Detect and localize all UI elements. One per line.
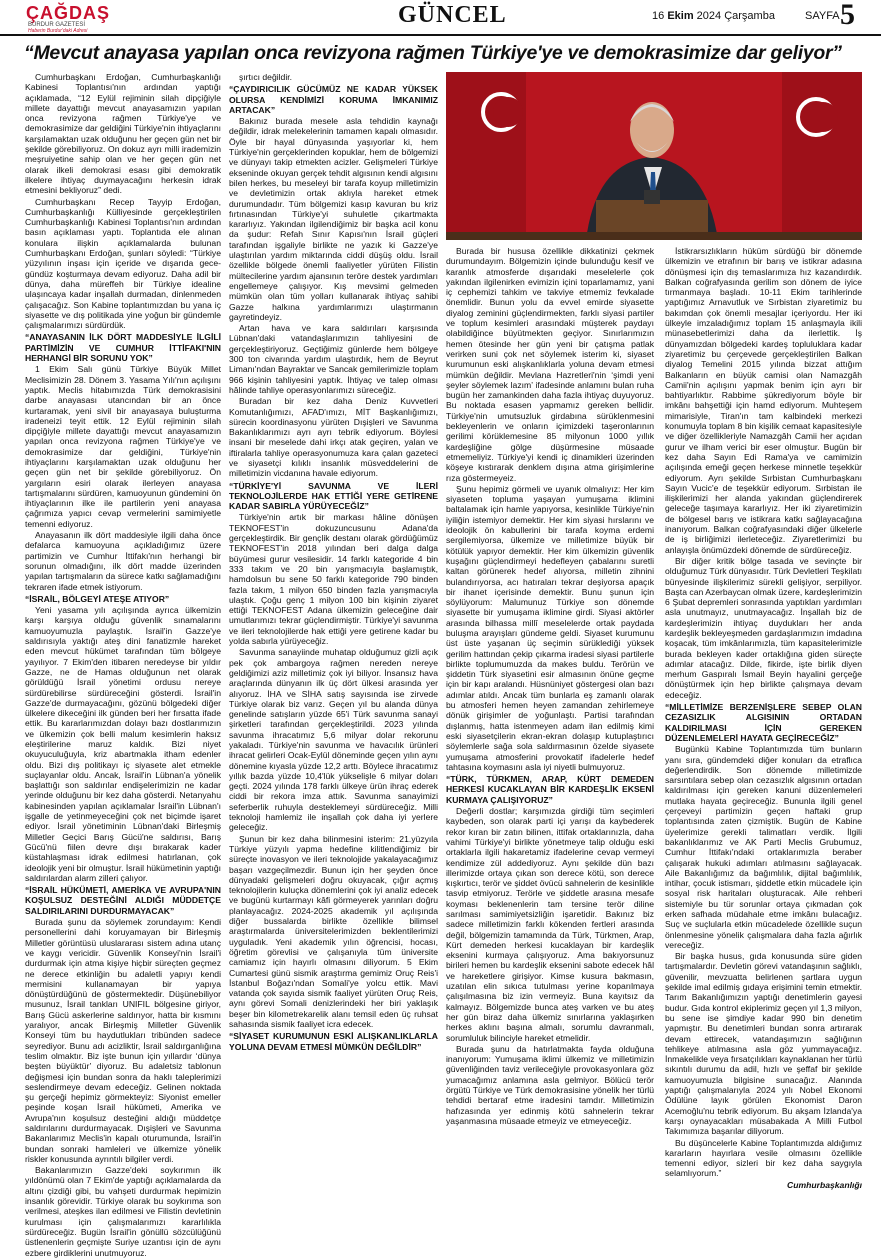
paragraph: 1 Ekim Salı günü Türkiye Büyük Millet Meclisimizin 28. Dönem 3. Yasama Yılı'nın açılışını yaptık. Meclis hitabımızda Türk demokrasisini darbe anayasası utancından bir an önce kurtaramak, yeni sivil bir anayasaya buluşturma iradeneizi teyit ettik. 12 Eylül rejiminin silah dipçiğiyle millete dayattığı mevcut anayasamızın yapılan onca revizyona rağmen Türkiye'ye ve demokrasimize dar geldiğini, Türkiye'nin ihtiyaçlarını karşılamaktan uzak olduğunu her geçen gün net bir şekilde görebiliyoruz. Ön yargıların esiri olarak ilerleyen anayasa tartışmalarını sürdüren, kamuoyunun gündemini ön ihtiyaçlarının ilke ile partilerin yeni anayasa çağrımıza yapıcı cevap vermelerini samimiyetle temenni ediyoruz. xyxy=(25,364,221,529)
paragraph: Şunu hepimiz görmeli ve uyanık olmalıyız: Her kim siyaseten topluma yaşayan yumuşama iklimini baltalamak için hamle yapıyorsa, kesinlikle Türkiye'nin iyiliğin istemiyor demektir. Her kim siyasi hırslarını ve ideolojik ön kabullerini bir tarafa koyma erdemi sergilemiyorsa, ülkemize ve milletimize büyük bir kötülük yapıyor demektir. Her kim ülkemizin güvenlik kuşağını güçlendirmeyi hedefleyen çabalarını suretli kaltan görünerek hedef alıyorsa, milletin zihnini bulandırıyorsa, acı hatıraları tekrar deşiyorsa apaçık bir ihanet içerisinde demektir. Bunu şunun için söylüyorum: Malumunuz Türkiye son dönemde siyasette bir yumuşama iklimine girdi. Siyasi aktörler arasında bilhassa millî meselelerde ortak paydada buluşma arayışları gündeme geldi. Siyaset kurumunu üst üste yaşanan üç seçimin sürüklediği yüksek gerilim hattından çekip çıkarma iradesi siyasi partilerle birlikte toplumumuzda da makes buldu. Terörün ve şiddetin Türk siyasetini esir almasının önüne geçme için bir kapı aralandı. Hüsnüniyet göstergesi olan bazı adımlar atıldı. Ancak tüm bunlarla eş zamanlı olarak bu atmosferi hemen heyen zamandan zehirlemeye dönük girişimler de yoğunlaştı. Partisi tarafından dışlanmış, hatta istenmeyen adam ilan edilmiş kimi eski siyasetçilerin ekran-ekran dolaşıp kutuplaştırıcı söylemlerle sağa sola saldırmasının özelde siyasete yumuşama atmosferini provokatif ifadelerle hedef tahtasına koymasını asla iyi niyetli bulmuyoruz. xyxy=(446,483,654,772)
article-column-2 xyxy=(229,72,438,1197)
issue-date xyxy=(652,10,775,22)
paragraph: Buradan bir kez daha Deniz Kuvvetleri Komutanlığımızı, AFAD'ımızı, MİT Başkanlığımızı, sürecin koordinasyonu yürüten Dışişleri ve Savunma Bakanlıklarımızı ayrı ayrı tebrik ediyorum. Böylesi insani bir meselede dahi irkçı atak geçiren, yalan ve iftiralarla tahliye operasyonumuza kara çalan gazeteci ve siyasetçi kılıklı insanlık müsveddelerini de milletimizin vicdanına havale ediyorum. xyxy=(229,396,438,479)
logo-subtitle: BURDUR GAZETESİ xyxy=(28,22,86,28)
page-number: 5 xyxy=(840,0,855,31)
subheading: “ÇAYDIRICILIK GÜCÜMÜZ NE KADAR YÜKSEK OLURSA KENDİMİZİ KORUMA İMKANIMIZ ARTACAK” xyxy=(229,84,438,115)
paragraph: Yeni yasama yılı açılışında ayrıca ülkemizin karşı karşıya olduğu güvenlik sınamalarını kamuoyumuzla paylaştık. İsrail'in Gazze'ye saldırısıyla yaktığı ateş dini fanatizmle hareket eden mevcut hükümet tarafından tüm bölgeye yayılıyor. 7 Ekim'den itibaren neredeyse bir yıldır Gazze, ne de Hamas olduğunun net olarak görüldüğü İsrail yönetimi ordusu nereye sürdürebilirse sürdüreceğini gösterdi. İsrail'in Gazze'de durmayacağını, gözünü bölgedeki diğer ülkelere dikeceğini ilk günden beri her fırsatta ifade ettik. Bu kararlarımızdan dolayı bazı dostlarımızın ve ülkemizin çok belli malum kesimlerin haksız eleştirilerine maruz kaldık. Bizi niyet okuyuculuğuyla, kriz abartmakla itham edenler oldu. Bizi dış politikayı iç siyasete alet etmekle suçlayanlar oldu. Ancak, İsrail'in Lübnan'a yönelik başlattığı son saldırılar endişelerimizin ne kadar yerinde olduğunu bir kez daha gösterdi. Netanyahu kabinesinden yapılan açıklamalar İsrail'in Lübnan'ı işgalle de yetinmeyeceğini çok net biçimde işaret ediyor. İsrail yönetiminin Lübnan'daki Birleşmiş Milletler Geçici Barış Gücü'ne saldırısı, Barış Gücü'nü fiilen devre dışı bırakarak kader küstahlaşması idrak edilmesi hatırlanan, çok ideolojik yeni bir olmuştur. İsrail hükümetinin yaptığı saldırılardan alarm zilleri çalıyor. xyxy=(25,605,221,883)
date-day: 16 xyxy=(652,10,665,22)
paragraph: Burada şunu da söylemek zorundayım: Kendi personellerini dahi koruyamayan bir Birleşmiş Milletler görüntüsü uluslararası sistem adına utanç ve kaygı vericidir. Güvenlik Konseyi'nin İsrail'i durdurmak için atma kişiye hiçbir süreçten geçmez ne derece etkinliğin bu adaletli yapıyı kendi mermisini kullanamayan bir yapıya dönüştürdüğünü de göstermektedir. Düşünebiliyor musunuz, İsrail tankları UNIFIL bölgesine giriyor, Barış Gücü askerlerine saldırıyor, hatta bir kısmını yaralıyor, ancak Birleşmiş Milletler Güvenlik Konseyi tüm bu haydutlukları tribünden sadece seyrediyor. Bunu adı acizliktir, İsrail saldırganlığına teslim olmaktır. Biz işte bunun için yıllardır ‘dünya beşten büyüktür’ diyoruz. Bu adaletsiz tablonun değişmesi için bundan sonra da haklı taleplerimizi seslendirmeye devam edeceğiz. Gelinen noktada şu gerçeği hepimiz görmekteyiz: Siyonist emeller peşinde koşan İsrail hükümeti, Amerika ve Avrupa'nın koşulsuz desteğini aldığı müddetçe saldırılarını durdurmayacak. Dışişleri ve Savunma Bakanlarımız Meclis'in kapalı oturumunda, İsrail'in bundan sonraki hamleleri ve ülkemize yönelik riskler konusunda ayrıntılı bilgiler verdi. xyxy=(25,917,221,1164)
paragraph: Bu düşüncelerle Kabine Toplantımızda aldığımız kararların hayırlara vesile olmasını özellikle temenni ediyor, sizleri bir kez daha saygıyla selamlıyorum.” xyxy=(665,1137,862,1179)
paragraph: Anayasanın ilk dört maddesiyle ilgili daha önce defalarca kamuoyuna açıkladığımız üzere partimizin ve Cumhur İttifakı'nın herhangi bir sorunun olmadığını, ilk dört madde üzerinden yapılan tartışmaların da sürece katkı sağlamadığını tekraren ifade etmek istiyorum. xyxy=(25,530,221,592)
date-rest: 2024 Çarşamba xyxy=(696,10,775,22)
subheading: “İSRAİL, BÖLGEYİ ATEŞE ATIYOR” xyxy=(25,593,170,604)
page-label: SAYFA xyxy=(805,10,840,22)
article-photo xyxy=(446,72,862,240)
subheading: “ANAYASANIN İLK DÖRT MADDESİYLE İLGİLİ PARTİMİZİN VE CUMHUR İTTİFAKI'NIN HERHANGİ BİR SORUNU YOK” xyxy=(25,332,221,364)
paragraph: Değerli dostlar; karşımızda girdiği tüm seçimleri kaybeden, son olarak parti içi yarışı da kaybederek rekor kıran bir zatın bilinen, ittifak ortaklarınızla, daha vahimi Türkiye'yi birlikte yönetmeye talip olduğu eski ortaklarla ilgili hakaretamiz ifadelerine cevap vermeyi kendimize zül addediyoruz. Aynı şekilde dün bazı illerimizde ortaya çıkan son derece kötü, son derece kışkırtıcı, terör ve şiddet övücü sahnelerin de kesinlikle tasvip etmiyoruz. Terörle ve şiddetle arasına mesafe koyması beklenenlerin tam tersine terör diline sarılması samimiyetsizliğin işaretidir. Bakınız biz sadece milletimizin farklı kökenden fertleri arasında değil, bölgemizin tamamında da Türk, Türkmen, Arap, Kürt demeden herkesi kucaklayan bir kardeşlik eksenini kurmaya çalışıyoruz. Ama bakıyorsunuz birileri hemen bu kardeşlik eksenini sabote edecek hâl ve hareketlere girişiyor. Kimse kusura bakmasın, uzatılan elin sıkıca tutulması yerine koparılmaya çalışılmasına biz izin vermeyiz. Buna kayıtsız da kalmayız. Bölgemizde bunca ateş varken ve bu ateş her gün biraz daha ülkemiz sınırlarına yaklaşırken herkes aklını başına almalı, sorumlu davranmalı, sorumluluk bilinciyle hareket etmelidir. xyxy=(446,806,654,1043)
article-headline: “Mevcut anayasa yapılan onca revizyona rağmen Türkiye'ye ve demokrasimize dar geliyor” xyxy=(24,42,842,64)
paragraph: Bugünkü Kabine Toplantımızda tüm bunların yanı sıra, gündemdeki diğer konuları da etraflıca değerlendirdik. Son dönemde milletimizde sarsıntılara sebep olan cezasızlık algısının ortadan kaldırılması için gereken kanuni düzenlemeleri mutlaka hayata geçireceğiz. Bununla ilgili genel çerçeveyi partimizin geçen haftaki grup toplantısında zaten çizmiştik. Bugün de Kabine üyelerimize gerekli talimatları verdik. İlgili bakanlıklarımız ve AK Parti Meclis Grubumuz, Cumhur İttifakı'ndaki ortaklarımızla beraber çalışarak hukuki adımları atılmasını sağlayacak. Aile Bakanlığımız da bağımlılık, dijital bağımlılık, intihar, çocuk istismarı, şiddetle etkin mücadele için sosyal risk haritaları oluşturacak. Aile rehberi sistemiyle bu tür sorunlar ortaya çıkmadan çok erken safhada müdahale etme imkânı bulacağız. Suç ve suçlularla etkin mücadelede özellikle suçun önlenmesine yönelik çalışmalara daha fazla ağırlık vereceğiz. xyxy=(665,744,862,950)
section-title: GÜNCEL xyxy=(398,2,507,28)
logo-tagline: Haberin Burdur'daki Adresi xyxy=(28,28,88,34)
subheading: “SİYASET KURUMUNUN ESKİ ALIŞKANLIKLARLA YOLUNA DEVAM ETMESİ MÜMKÜN DEĞİLDİR” xyxy=(229,1031,438,1052)
source-signature: Cumhurbaşkanlığı xyxy=(787,1179,862,1190)
subheading: “TÜRKİYE'Yİ SAVUNMA VE İLERİ TEKNOLOJİLERDE HAK ETTİĞİ YERE GETİRENE KADAR SABIRLA YÜRÜYECEĞİZ” xyxy=(229,480,438,512)
paragraph: Türkiye'nin artık bir markası hâline dönüşen TEKNOFEST'in dokuzuncusunu Adana'da gerçekleştirdik. Bir gençlik destanı olarak gördüğümüz TEKNOFEST'in 2018 yılından beri dalga dalga büyümesi gurur vesilesidir. 14 farklı kategoride 4 bin 333 takım ve 20 bin yarışmacıyla başlamıştık, hamdolsun bu sene 50 farklı kategoride 790 binden fazla takım, 1 milyon 650 binden fazla yarışmacıyla ulaştık. Çoğu genç 1 milyon 100 bin kişinin ziyaret ettiği TEKNOFEST Adana ülkemizin geleceğine dair umutlarımızı tekrar güçlendirmiştir. Türkiye'yi savunma ve ileri teknolojilerde hak ettiği yere getirene kadar bu yolda sabırla yürüyeceğiz. xyxy=(229,512,438,647)
newspaper-logo[interactable] xyxy=(26,3,144,34)
paragraph: Burada bir hususa özellikle dikkatinizi çekmek durumundayım. Bölgemizin içinde bulunduğu kesif ve karanlık atmosferde dışarıdaki meselelerle çok yakından ilgilenirken evimizin içini toparlamamız, yani iç cephemizi tahkim ve takviye etmemiz fevkalade önemlidir. Bunun yolu da evvel emirde siyasette diyalog zeminini güçlendirmekten, farklı siyasi partiler ve toplum kesimleri arasındaki müşterek paydayı olabildiğince büyütmekten geçiyor. Sınırlarımızın hemen ötesinde her gün yeni bir çatışma patlak verirken suni çok net söylemek isterim ki, siyaset kurumunun eski alışkanlıklarla yoluna devam etmesi mümkün değildir. Mevlana Hazretleri'nin ‘şimdi yeni şeyler söylemek lazım’ ifadesinde anlamını bulan ruha bugün her zamankinden daha fazla ihtiyaç duyuyoruz. Bu noktada esasen yapmamız gereken bellidir. Türkiye'nin umutsuzluk girdabına sürüklenmesini bekleyenlerin ve onların içimizdeki taşeronlarının gerilimi körüklemesine 85 milyonun 1000 yıllık kardeşliğine gölge düşürmesine müsaade etmemeliyiz. Türkiye'yi kendi iç dinamikleri üzerinden köşeye kıstırarak denklem dışına atma girişimlerine rıza göstermeyeiz. xyxy=(446,246,654,483)
paragraph: Bir diğer kritik bölge tasada ve sevinçte bir olduğumuz Türk dünyasıdır. Türk Devletleri Teşkilatı bünyesinde ilişkilerimiz sürekli gelişiyor, serpiliyor. Başta can Azerbaycan olmak üzere, kardeşlerimizin 6 Şubat depremleri sonrasında yaptıkları yardımları asla unutmayız, unutmayacağız. İnşallah biz de kardeşlerimizin ihtiyaç duydukları her anda kardeşlik bekleyeşmeden gardaşlarımızın imdadına koşacak, tüm imkânlarımızla, tüm kapasitelerimizle burada bekleyen kader ortaklığına giden süreçte adımlar atacağız. Dilde, fikirde, işte birlik diyen merhum Gaspıralı İsmail Beyin hayalini gerçeğe dönüştürmek için hep birlikte çalışmaya devam edeceğiz. xyxy=(665,555,862,700)
subheading: “MİLLETİMİZE BERZENİŞLERE SEBEP OLAN CEZASIZLIK ALGISININ ORTADAN KALDIRILMASI İÇİN GEREKEN DÜZENLEMELERİ HAYATA GEÇİRECEĞİZ” xyxy=(665,702,862,743)
subheading: “TÜRK, TÜRKMEN, ARAP, KÜRT DEMEDEN HERKESİ KUCAKLAYAN BİR KARDEŞLİK EKSENİ KURMAYA ÇALIŞIYORUZ” xyxy=(446,774,654,805)
paragraph: şırtıcı değildir. xyxy=(239,72,293,82)
paragraph: Cumhurbaşkanı Erdoğan, Cumhurbaşkanlığı Kabinesi Toplantısı'nın ardından yaptığı açıklamada, “12 Eylül rejiminin silah dipçiğiyle millete dayattığı mevcut anayasamızın yapılan onca revizyona rağmen Türkiye'ye ve demokrasimize dar geldiğini Türkiye'nin ihtiyaçlarını karşılamaktan uzak olduğunu her geçen gün net bir şekilde görebiliyoruz. On dokuz ayrı milli irademizin meşruiyetine sahip olan ve her geçen gün net olarak ilkeli demokrasi esası gibi demokratik ilkelere ihtiyaç duymayacağını herkesin idrak etmesini bekliyoruz” dedi. xyxy=(25,72,221,196)
photo-illustration xyxy=(446,72,862,240)
article-column-3 xyxy=(446,246,654,1196)
paragraph: Bakınız burada mesele asla tehdidin kaynağı değildir, idrak melekelerinin tamamen kapalı olmasıdır. Öyle bir hayal dünyasında yaşıyorlar ki, hem Türkiye'nin gerçeklerinden kopuklar, hem de bölgemizi ve dünyayı takip etmekten acizler. Gelişmeleri Türkiye ekseninde okuyan gerçek tehdit algısının kendi algısını bilen herkes, bu meseleyi bir tarafa koyup milletimizin ve devletimizin ortak aklıyla hareket etmek durumundadır. Tüm bölgemizi kasıp kavuran bu kriz fırtınasından Türkiye'yi suhuletle çıkartmakta kararlıyız. Yakından ilgilendiğimiz bir başka acil konu da şudur: Refah Sınır Kapısı'nın İsrail güçleri tarafından işgaliyle birlikte ne yazık ki Gazze'ye ulaştırılan yardım miktarında ciddi düşüş oldu. İsrail özellikle bölgede önemli faaliyetler yürüten Filistin mültecilerine yardım ajansının teröre destek yardımları engellemeye çalışıyor. Kış mevsimi gelmeden mümkün olan tüm yolları kullanarak ihtiyaç sahibi Gazze halkına yardımlarımızı ulaştırmanın gayretindeyiz. xyxy=(229,116,438,322)
paragraph: Bir başka husus, gıda konusunda süre giden tartışmalardır. Devletin görevi vatandaşının sağlıklı, güvenilir, mevzuatta belirlenen şartlara uygun şekilde imal edilmiş gıdaya erişimini temin etmektir. Tarım Bakanlığımızın yaptığı denetimlerin gayesi budur. Gıda kontrol ekiplerimiz geçen yıl 1,3 milyon, bu sene ise şimdiye kadar 990 bin denetim yapmıştır. Bu denetimleri bundan sonra artırarak devam ettirecek, vatandaşımızın sağlığının tehlikeye atılmasına asla göz yummayacağız. İnmakelikle veya fırsatçılıkları kaynaklanan her türlü sıkıntılı durumu da adil, hızlı ve şeffaf bir şekilde kamuoyumuzla bilgisine sunacağız. Alanında yaptığı çalışmalarıyla 2024 yılı Nobel Ekonomi Ödülüne layık görülen Ekonomist Daron Acemoğlu'nu tebrik ediyorum. Bu akşam İzlanda'ya karşı oynayacakları müsabakada A Milli Futbol Takımımıza başarılar diliyorum. xyxy=(665,951,862,1137)
paragraph: İstikrarsızlıkların hüküm sürdüğü bir dönemde ülkemizin ve etrafının bir barış ve istikrar adasına dönüşmesi için dış temaslarımıza hız kazandırdık. Balkan coğrafyasında gerilim son dönem de iyice tırmanmaya başladı. 10-11 Ekim tarihlerinde yaptığımız Arnavutluk ve Sırbistan ziyaretimiz bu bakımdan çok önemli mesajlar içeriyordu. Her iki ülkeyle imzaladığımız toplam 15 anlaşmayla ikili münasebetlerimizi daha da ilerlettik. İş dünyamızdan bölgedeki kardeş topluluklara kadar ziyaretimiz bu çerçevede gerçekleştirilen Balkan diyalog Temelini 2015 yılında bizzat attığım Balkanların en büyük camisi olan Namazgâh Camii'nin açılışını yapmak benim için ayrı bir bahtiyarlıktır. Rabbime şükrediyorum böyle bir imkânı bahşettiği için hamd ediyorum. Muhteşem mimarisiyle, Tiran'ın tam kalbindeki merkezi konumuyla toplam 8 bin kişilik cemaat kapasitesiyle ve diğer özellikleriyle Namazgâh Camii her açıdan gurur ve ilham verici bir eser olmuştur. Bugün bir kez daha Sayın Edi Rama'ya ve camimizin açılışında emeği geçen herkese minnetle teşekkür ediyorum. Ayrı şekilde Sırbistan Cumhurbaşkanı Sayın Vucic'e de teşekkür ediyorum. Sırbistan ile ilişkilerimizi her alanda yakından güçlendirerek geleceğe taşımaya kararlıyız. Her iki ziyaretimizin de bölgesel barış ve istikrara katkı sağlayacağına inanıyorum. Balkan coğrafyasındaki diğer ülkelerle de iş birliğimizi ilerleteceğiz. Ziyaretlerimizi bu anlayışla önümüzdeki dönemde de sürdüreceğiz. xyxy=(665,246,862,555)
paragraph: Artan hava ve kara saldırıları karşısında Lübnan'daki vatandaşlarımızın tahliyesini de gerçekleştiriyoruz. Geçtiğimiz günlerde hem bölgeye 300 ton civarında yardım ulaştırdık, hem de Beyrut Limanı'ndan Bayraktar ve Sancak gemilerimizle toplam 966 kişinin tahliyesini yaptık. İhtiyaç ve talep olması hâlinde tahliye operasyonlarımızı süreceğiz. xyxy=(229,323,438,395)
paragraph: Burada şunu da hatırlatmakta fayda olduğuna inanıyorum: Yumuşama iklimi ülkemiz ve milletimizin güvenliğinden taviz verileceğiyle provokasyonlara göz yumacağımız anlamına asla gelmiyor. Bölücü terör örgütü Türkiye ve Türk demokrasisine yönelik her türlü tehdidi bertaraf etme iradesini tamdır. Milletimizin hafızasında yer edinmiş kötü sahnelerin tekrar yaşanmasına müsaade etmeyiz ve etmeyeceğiz. xyxy=(446,1043,654,1126)
logo-name: ÇAĞDAŞ xyxy=(26,3,111,23)
paragraph: Savunma sanayiinde muhatap olduğumuz gizli açık pek çok ambargoya rağmen nereden nereye geldiğimizi aziz milletimiz çok iyi biliyor. İnsansız hava araçlarında dünyanın ilk üç dört ülkesi arasında yer alıyoruz. İHA ve SİHA satış sayısında ise zirvede Türkiye olarak biz varız. Geçen yıl bu alanda dünya genelinde satışların yüzde 65'i Türk savunma sanayi şirketleri tarafından gerçekleştirildi. 2023 yılında savunma ihracatımız 5,6 milyar dolar rekorunu yakaladı. Türkiye'nin savunma ve havacılık ürünleri ihracat gelirleri Ocak-Eylül döneminde geçen yılın aynı dönemine kıyasla yüzde 12,2 arttı. Böylece ihracatımız yıllık bazda yüzde 10,4'lük yükselişle 6 milyar doları geçti. 2024 yılında 178 farklı ülkeye ürün ihraç ederek ciddi bir rekora imza attık. Savunma sanayimizi seferberlik ruhuyla desteklemeyi sürdüreceğiz. Milli teknoloji hamlemiz ile inşallah çok daha iyi yerlere geleceğiz. xyxy=(229,647,438,833)
subheading: “İSRAİL HÜKÜMETİ, AMERİKA VE AVRUPA'NIN KOŞULSUZ DESTEĞİNİ ALDIĞI MÜDDETÇE SALDIRILARINI DURDURMAYACAK” xyxy=(25,885,221,916)
paragraph: Şunun bir kez daha bilinmesini isterim: 21.yüzyıla Türkiye yüzyılı yapma hedefine kilitlendiğimiz bir süreçte inovasyon ve ileri teknolojide yakalayacağımız başarı vazgeçilmezdir. Bunun için her şeyden önce dünyadaki gelişmeleri doğru okuyacak, çığır açmış teknolojilerin kuluçka dönemlerini çok iyi analiz edecek ve bugünü kurtarmayı kâfi görmeyerek yarınları doğru planlayacağız. 2024-2025 akademik yıl açılışında diğer bussalarda birlikte özellikle bilimsel araştırmalarda üniversitelerimizden beklentilerimizi uyguladık. Yeni akademik yılın öğrencisi, hocası, öğretim görevlisi ve çalışanıyla tüm üniversite camiamız için hayırlı olmasını diliyorum. 5 Ekim Cumartesi günü sismik araştırma gemimiz Oruç Reis'i İstanbul Boğazı'ndan Somali'ye yolcu ettik. Mavi vatanda çok sayıda sismik faaliyet yürüten Oruç Reis, aynı görevi Somali denizlerindeki her biri yaklaşık beşer bin kilometrekarelik alanı temsil eden üç ruhsat sahasında sismik faaliyet icra edecek. xyxy=(229,833,438,1030)
paragraph: Cumhurbaşkanı Recep Tayyip Erdoğan, Cumhurbaşkanlığı Külliyesinde gerçekleştirilen Cumhurbaşkanlığı Kabinesi Toplantısı'nın ardından basın açıklaması yaptı. Toplantıda ele alınan konulara ilişkin açıklamalarda bulunan Cumhurbaşkanı Erdoğan, şunları söyledi: “Türkiye yüzyılının inşası için içeride ve dışarıda gece-gündüz koşturmaya devam ediyoruz. Daha adil bir dünya, daha müreffeh bir Türkiye idealine ulaşıncaya kadar inşallah durmadan, dinlenmeden çalışacağız. Son Kabine toplantımızdan bu yana iç siyasette ve dış politikada yine yoğun bir gündemle çalışmalarımızı sürdürdük. xyxy=(25,196,221,331)
paragraph: Bakanlarımızın Gazze'deki soykırımın ilk yıldönümü olan 7 Ekim'de yaptığı açıklamalarda da altını çizdiği gibi, bu vahşeti durdurmak hepimizin insanlık görevidir. Türkiye olarak bu soykırıma son verilmesi, ateşkes ilan edilmesi ve Filistin devletinin kurulması için çalışmalarımızı kararlılıkla sürdüreceğiz. Bugün İsrail'in gönüllü sözcülüğünü üstlenenlerin geçmişte Suriye uzantısı için de aynı ezbere girdiklerini unutmuyoruz. xyxy=(25,1165,221,1258)
date-month: Ekim xyxy=(667,10,694,22)
article-column-4 xyxy=(665,246,862,1196)
article-column-1 xyxy=(25,72,221,1258)
masthead xyxy=(0,0,881,36)
